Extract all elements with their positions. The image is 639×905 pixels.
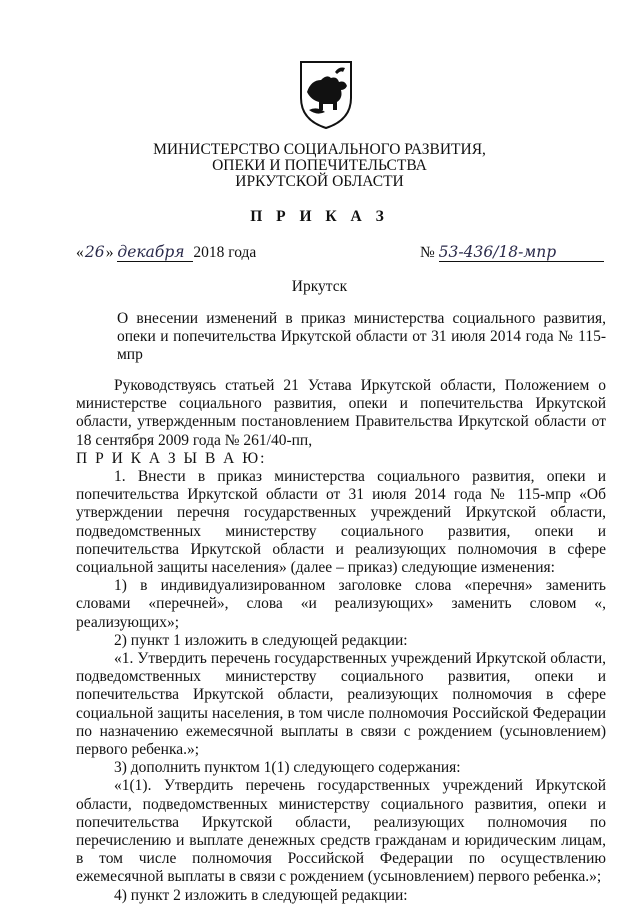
number-prefix: №	[420, 244, 435, 261]
paragraph-quote-2: «1(1). Утвердить перечень государственных учреждений Иркутской области, подведомственных министерству социального развития, опеки и попечительства Иркутской области, реализующих полномочия по перечислению и выплате денежных средств гражданам и юридическим лицам, в том числе полномочия Российской Федерации по осуществлению ежемесячной выплаты в связи с рождением (усыновлением) первого ребенка.»;	[76, 777, 606, 886]
paragraph-quote-1: «1. Утвердить перечень государственных учреждений Иркутской области, подведомственных министерству социального развития, опеки и попечительства Иркутской области, реализующих полномочия в сфере социальной защиты населения, в том числе полномочия Российской Федерации по назначению ежемесячной выплаты в связи с рождением (усыновлением) первого ребенка.»;	[76, 650, 606, 759]
document-subject: О внесении изменений в приказ министерства социального развития, опеки и попечительства Иркутской области от 31 июля 2014 года № 115-мпр	[117, 310, 606, 363]
ministry-header	[0, 142, 639, 190]
paragraph-subitem-4: 4) пункт 2 изложить в следующей редакции:	[114, 886, 408, 904]
paragraph-subitem-1: 1) в индивидуализированном заголовке слова «перечня» заменить словами «перечней», слова «и реализующих» заменить словом «, реализующих»;	[76, 577, 606, 631]
paragraph-order: П Р И К А З Ы В А Ю:	[76, 449, 267, 467]
ministry-line-1: МИНИСТЕРСТВО СОЦИАЛЬНОГО РАЗВИТИЯ,	[153, 141, 486, 158]
date-year: 2018 года	[193, 244, 257, 261]
date-day: 26	[84, 243, 105, 261]
ministry-line-3: ИРКУТСКОЙ ОБЛАСТИ	[235, 173, 404, 190]
document-city: Иркутск	[291, 278, 348, 295]
ministry-line-2: ОПЕКИ И ПОПЕЧИТЕЛЬСТВА	[212, 157, 427, 174]
number-value: 53-436/18-мпр	[439, 243, 604, 262]
document-number	[420, 243, 604, 262]
coat-of-arms-icon	[297, 58, 355, 130]
paragraph-subitem-3: 3) дополнить пунктом 1(1) следующего содержания:	[114, 759, 461, 777]
paragraph-basis: Руководствуясь статьей 21 Устава Иркутской области, Положением о министерстве социального развития, опеки и попечительства Иркутской области, утвержденным постановлением Правительства Иркутской области от 18 сентября 2009 года № 261/40-пп,	[76, 377, 606, 449]
date-month: декабря	[117, 243, 193, 262]
document-date: «26» декабря 2018 года	[76, 243, 257, 261]
paragraph-item-1: 1. Внести в приказ министерства социального развития, опеки и попечительства Иркутской области от 31 июля 2014 года № 115-мпр «Об утверждении перечня государственных учреждений Иркутской области, подведомственных министерству социального развития, опеки и попечительства Иркутской области и реализующих полномочия в сфере социальной защиты населения» (далее – приказ) следующие изменения:	[76, 468, 606, 577]
document-body	[76, 377, 606, 905]
paragraph-subitem-2: 2) пункт 1 изложить в следующей редакции:	[114, 631, 408, 649]
document-type: П Р И К А З	[250, 208, 389, 225]
